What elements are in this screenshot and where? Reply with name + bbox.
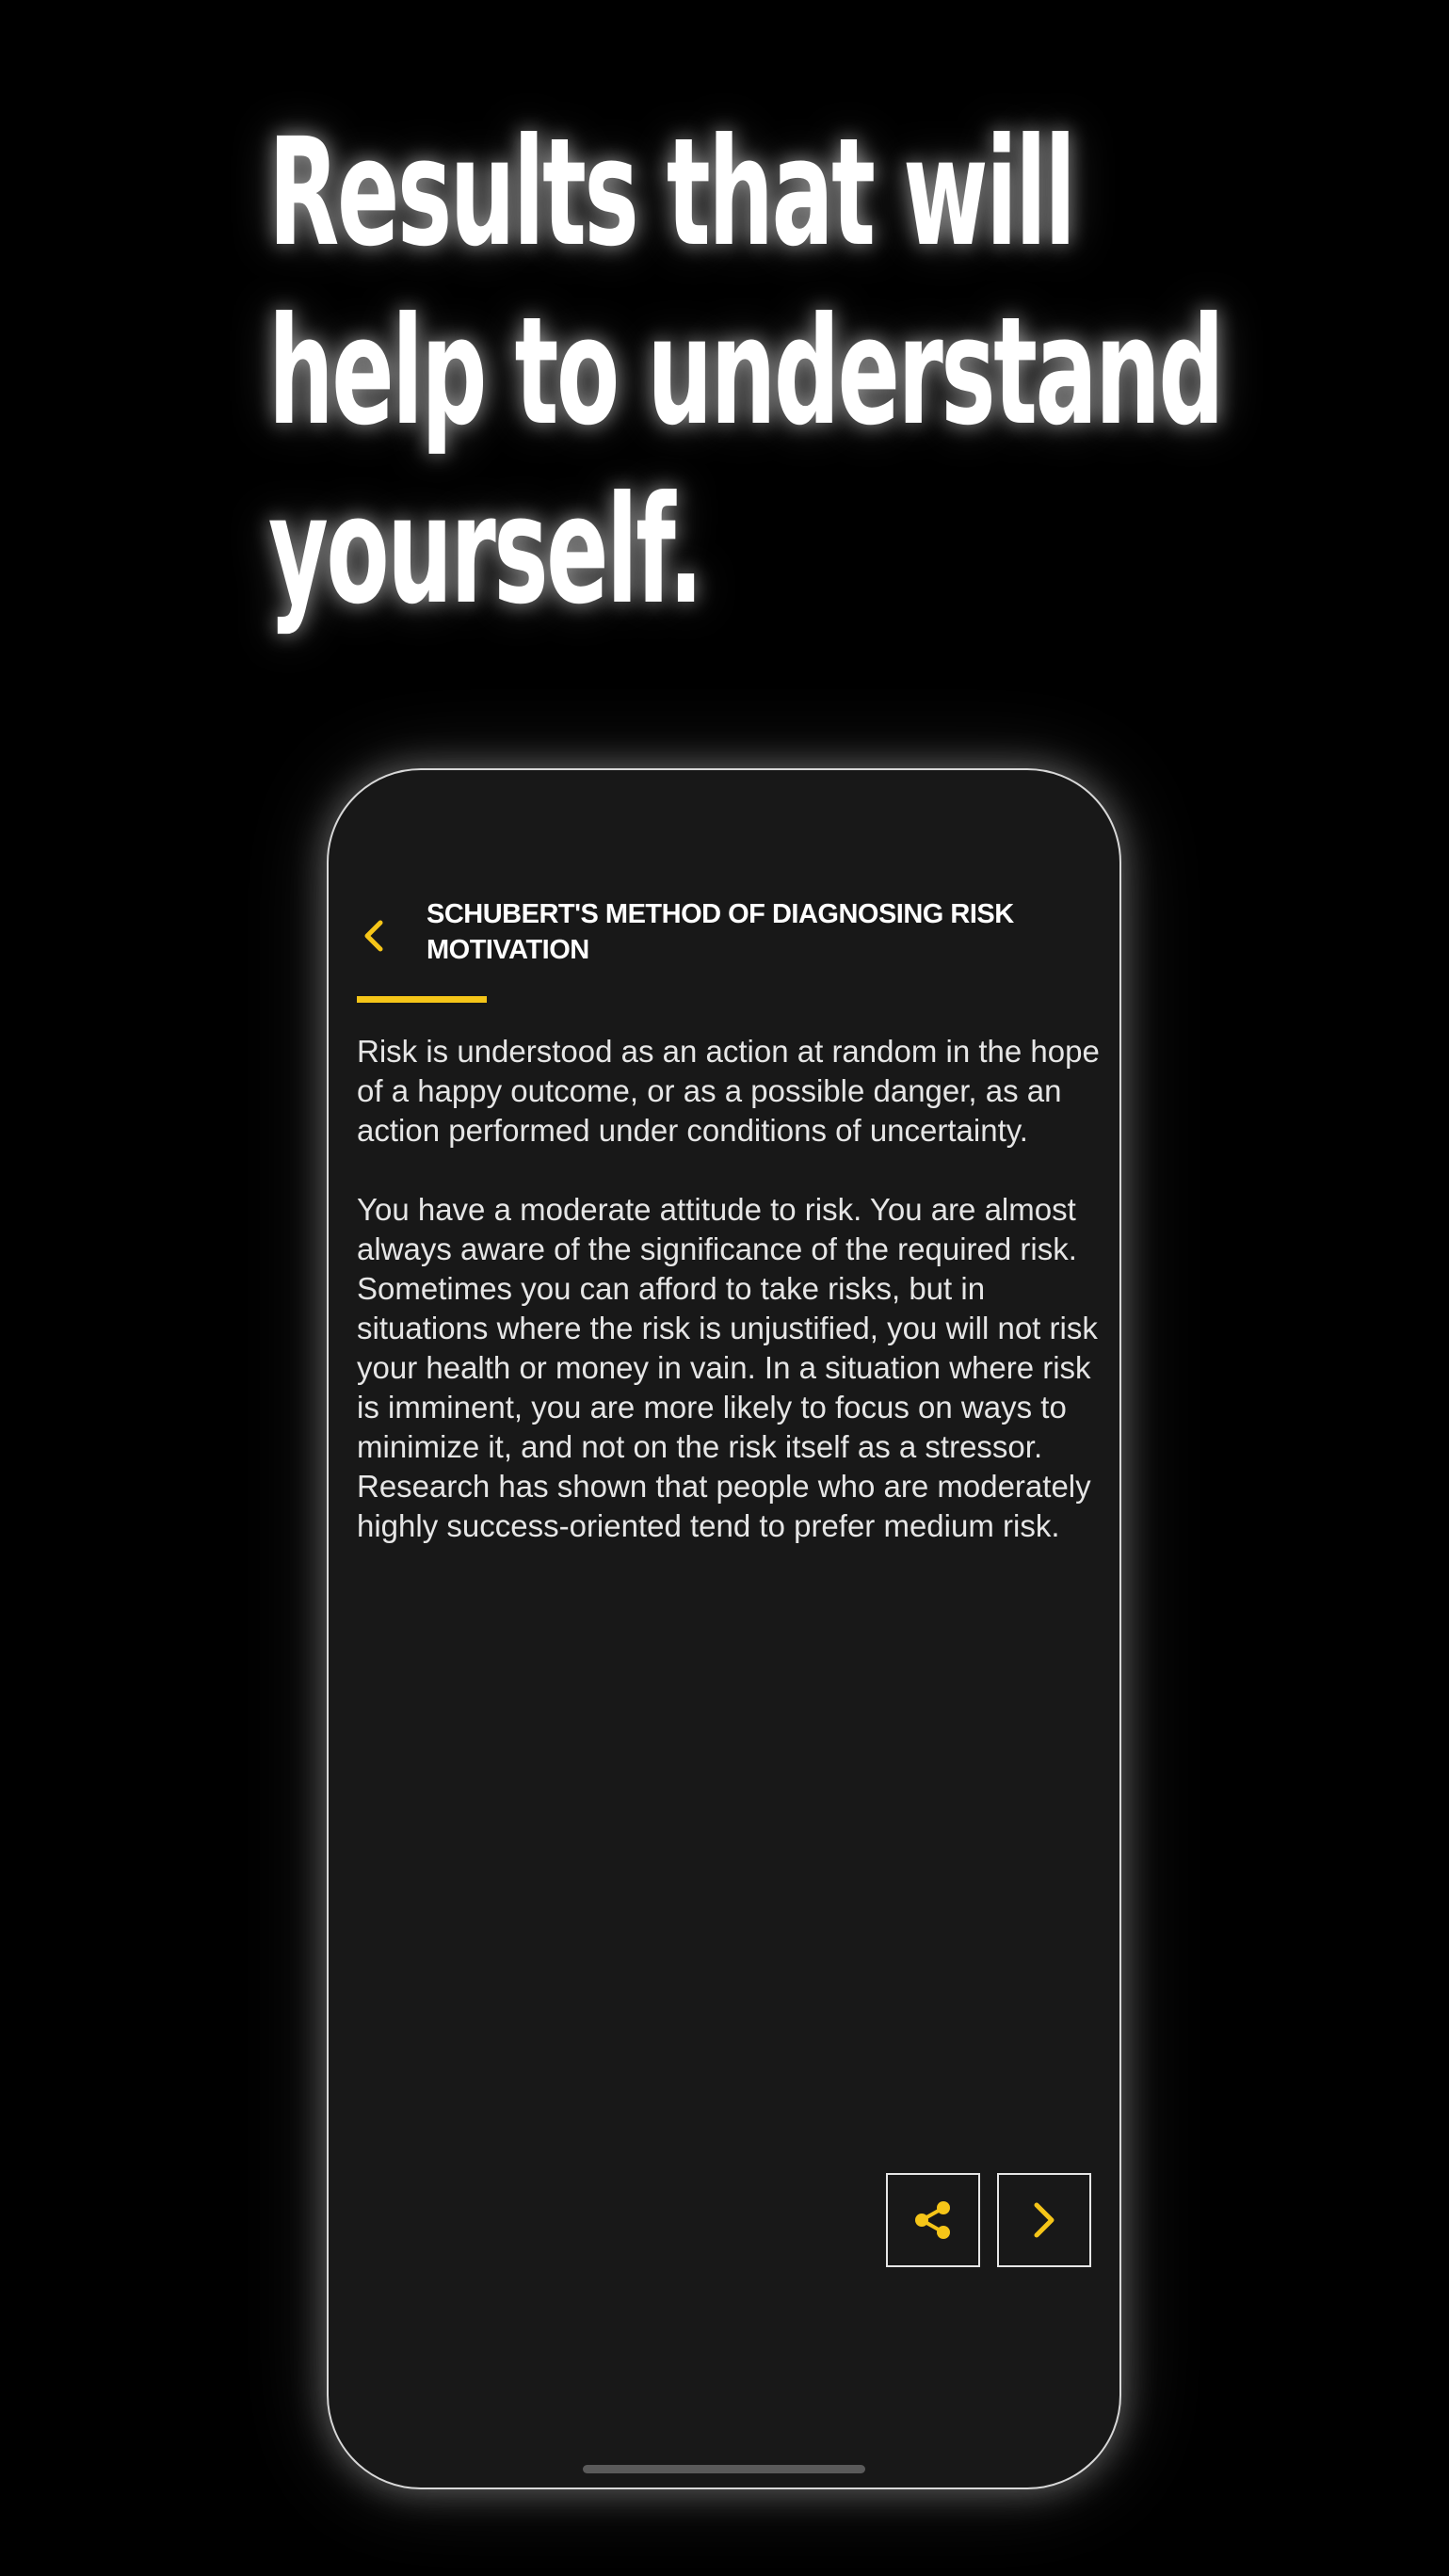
headline-line-2: help to understand	[268, 285, 1223, 459]
back-button[interactable]	[347, 910, 400, 962]
share-button[interactable]	[886, 2173, 980, 2267]
share-icon	[910, 2198, 956, 2243]
page-title: SCHUBERT'S METHOD OF DIAGNOSING RISK MOTIVATION	[427, 899, 1014, 965]
result-description	[357, 1032, 1101, 1586]
home-indicator[interactable]	[583, 2465, 865, 2473]
chevron-right-icon	[1025, 2198, 1063, 2243]
paragraph-result: You have a moderate attitude to risk. You are almost always aware of the significance of the required risk. Sometimes you can afford to take risks, but in situations where the risk is unjustified, you will not risk your health or money in vain. In a situation where risk is imminent, you are more likely to focus on ways to minimize it, and not on the risk itself as a stressor. Research has shown that people who are moderately highly success-oriented tend to prefer medium risk.	[357, 1192, 1098, 1543]
promo-headline	[268, 104, 1223, 640]
phone-frame	[327, 768, 1121, 2489]
chevron-left-icon	[360, 918, 388, 954]
title-underline	[357, 996, 487, 1003]
paragraph-risk-definition: Risk is understood as an action at random in the hope of a happy outcome, or as a possible danger, as an action performed under conditions of uncertainty.	[357, 1034, 1100, 1148]
headline-line-1: Results that will	[268, 106, 1074, 280]
next-button[interactable]	[997, 2173, 1091, 2267]
headline-line-3: yourself.	[268, 464, 701, 637]
